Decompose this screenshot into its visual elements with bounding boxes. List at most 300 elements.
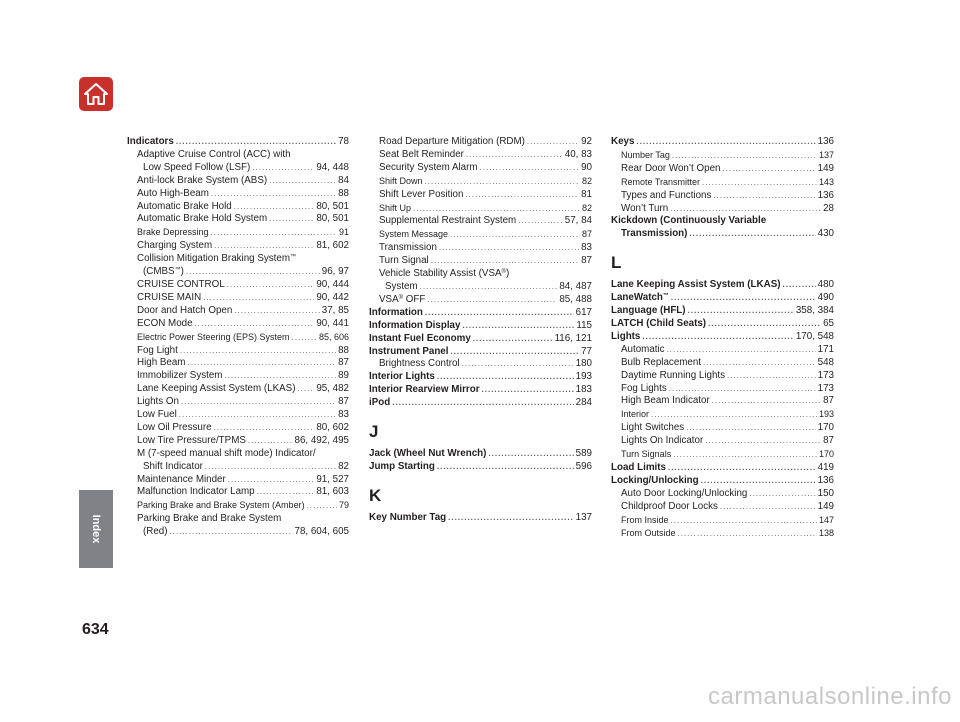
- page-reference-link[interactable]: 86, 492, 495: [294, 434, 349, 446]
- index-subentry[interactable]: [369, 175, 592, 189]
- page-reference-link[interactable]: 37, 85: [321, 304, 349, 316]
- index-subentry[interactable]: [127, 201, 349, 214]
- page-reference-link[interactable]: 89: [338, 370, 349, 382]
- dot-leader: [195, 318, 315, 331]
- entry-title: System: [385, 280, 418, 292]
- index-subentry[interactable]: [127, 345, 349, 358]
- index-subentry[interactable]: [611, 149, 834, 163]
- dot-leader: [224, 370, 336, 383]
- index-subentry[interactable]: [369, 228, 592, 242]
- index-heading-entry[interactable]: [611, 305, 834, 318]
- page-reference-link[interactable]: 87: [581, 255, 592, 267]
- index-entry-text: Collision Mitigation Braking System™: [137, 253, 296, 265]
- index-subentry[interactable]: [127, 266, 349, 279]
- index-subentry[interactable]: [127, 370, 349, 383]
- page-reference-link[interactable]: 138: [818, 528, 834, 539]
- page-reference-link[interactable]: 170: [817, 422, 834, 434]
- section-letter-k: K: [369, 485, 382, 505]
- page-reference-link[interactable]: 173: [817, 369, 834, 381]
- dot-leader: [211, 188, 336, 201]
- index-subentry[interactable]: [611, 357, 834, 370]
- entry-title: Indicators: [127, 136, 174, 147]
- page-reference-link[interactable]: 149: [817, 500, 834, 512]
- dot-leader: [234, 305, 319, 318]
- entry-title: Parking Brake and Brake System (Amber): [137, 500, 305, 511]
- entry-title: CRUISE CONTROL: [137, 278, 225, 290]
- dot-leader: [257, 486, 315, 499]
- index-heading-entry[interactable]: [369, 384, 592, 397]
- dot-leader: [783, 279, 816, 292]
- section-letter-j: J: [369, 422, 379, 442]
- page-reference-link[interactable]: 92: [581, 136, 592, 147]
- page-reference-link[interactable]: 90: [581, 161, 592, 173]
- dot-leader: [701, 475, 816, 488]
- entry-title: Lane Keeping Assist System (LKAS): [137, 383, 296, 395]
- entry-title: LaneWatch™: [611, 292, 669, 304]
- dot-leader: [703, 357, 816, 370]
- dot-leader: [686, 422, 815, 435]
- dot-leader: [427, 294, 557, 307]
- index-subentry[interactable]: [127, 279, 349, 292]
- dot-leader: [214, 422, 315, 435]
- index-subentry[interactable]: [611, 176, 834, 190]
- index-subentry[interactable]: [127, 526, 349, 539]
- index-subentry[interactable]: [369, 162, 592, 175]
- page-reference-link[interactable]: 87: [338, 357, 349, 369]
- index-subentry[interactable]: [127, 422, 349, 435]
- page-reference-link[interactable]: 430: [817, 228, 834, 240]
- index-subentry[interactable]: [127, 331, 349, 345]
- index-column-1: [127, 136, 349, 539]
- dot-leader: [713, 190, 815, 203]
- page-reference-link[interactable]: 193: [818, 409, 834, 420]
- entry-title: Instant Fuel Economy: [369, 332, 471, 344]
- page-reference-link[interactable]: 96, 97: [321, 266, 349, 278]
- page-reference-link[interactable]: 136: [817, 136, 834, 147]
- entry-title: High Beam: [137, 357, 186, 369]
- index-subentry[interactable]: [611, 383, 834, 396]
- entry-title: Anti-lock Brake System (ABS): [137, 174, 268, 186]
- dot-leader: [518, 215, 563, 228]
- entry-title: Low Fuel: [137, 409, 177, 421]
- page-reference-link[interactable]: 88: [338, 187, 349, 199]
- dot-leader: [420, 281, 558, 294]
- dot-leader: [670, 203, 821, 216]
- entry-title: Daytime Running Lights: [621, 369, 726, 381]
- index-subentry[interactable]: [369, 189, 592, 202]
- home-icon[interactable]: [79, 77, 113, 111]
- entry-title: Auto Door Locking/Unlocking: [621, 487, 748, 499]
- index-subentry[interactable]: [369, 294, 592, 307]
- entry-title: Shift Down: [379, 175, 423, 186]
- entry-title: Remote Transmitter: [621, 176, 701, 187]
- index-subentry[interactable]: [611, 344, 834, 357]
- dot-leader: [307, 500, 337, 513]
- index-heading-entry[interactable]: [369, 448, 592, 461]
- entry-title: Charging System: [137, 240, 213, 252]
- dot-leader: [466, 149, 563, 162]
- page-reference-link[interactable]: 170: [818, 449, 834, 460]
- page-number: 634: [82, 621, 109, 638]
- entry-title: ECON Mode: [137, 317, 193, 329]
- index-column-3: [611, 136, 834, 541]
- dot-leader: [705, 435, 821, 448]
- dot-leader: [425, 176, 580, 189]
- entry-title: Security System Alarm: [379, 161, 478, 173]
- entry-title: Jump Starting: [369, 460, 435, 472]
- dot-leader: [672, 150, 817, 163]
- index-subentry[interactable]: [127, 474, 349, 487]
- entry-title: Information: [369, 306, 423, 318]
- index-heading-entry[interactable]: [369, 397, 592, 410]
- index-heading-entry[interactable]: [611, 279, 834, 292]
- dot-leader: [636, 136, 815, 149]
- page-reference-link[interactable]: 87: [581, 229, 592, 240]
- page-reference-link[interactable]: 193: [575, 371, 592, 383]
- index-subentry[interactable]: [127, 461, 349, 474]
- index-subentry[interactable]: [611, 408, 834, 422]
- page-reference-link[interactable]: 82: [338, 460, 349, 472]
- page-reference-link[interactable]: 85, 606: [318, 331, 349, 342]
- dot-leader: [179, 409, 336, 422]
- entry-title: Low Speed Follow (LSF): [143, 161, 251, 173]
- watermark: carmanualsonline.info: [708, 683, 952, 710]
- page-reference-link[interactable]: 171: [817, 343, 834, 355]
- index-heading-entry[interactable]: [369, 307, 592, 320]
- page-reference-link[interactable]: 65: [823, 317, 834, 329]
- entry-title: Maintenance Minder: [137, 473, 226, 485]
- dot-leader: [642, 331, 793, 344]
- page-reference-link[interactable]: 79: [338, 500, 349, 511]
- index-subentry[interactable]: [127, 292, 349, 305]
- dot-leader: [708, 318, 821, 331]
- dot-leader: [248, 435, 293, 448]
- page-reference-link[interactable]: 137: [818, 149, 834, 160]
- index-heading-entry[interactable]: [611, 475, 834, 488]
- entry-title: Brake Depressing: [137, 227, 209, 238]
- entry-title: Language (HFL): [611, 305, 686, 317]
- page-reference-link[interactable]: 40, 83: [564, 148, 592, 160]
- page-reference-link[interactable]: 419: [817, 461, 834, 473]
- index-subentry[interactable]: [611, 514, 834, 528]
- entry-title: Road Departure Mitigation (RDM): [379, 136, 525, 147]
- index-subentry[interactable]: [611, 370, 834, 383]
- entry-title: Low Tire Pressure/TPMS: [137, 434, 246, 446]
- page-reference-link[interactable]: 183: [575, 384, 592, 396]
- page-reference-link[interactable]: 147: [818, 514, 834, 525]
- index-heading-entry[interactable]: [369, 512, 592, 525]
- index-subentry[interactable]: [369, 281, 592, 294]
- index-subentry[interactable]: [127, 175, 349, 188]
- page-reference-link[interactable]: 480: [817, 279, 834, 291]
- entry-title: Lights On Indicator: [621, 435, 704, 447]
- entry-title: iPod: [369, 397, 391, 409]
- entry-title: From Outside: [621, 528, 676, 539]
- page-reference-link[interactable]: 490: [817, 292, 834, 304]
- index-subentry[interactable]: [369, 149, 592, 162]
- section-letter-l: L: [611, 253, 622, 273]
- entry-title: Immobilizer System: [137, 370, 223, 382]
- index-subentry[interactable]: [127, 435, 349, 448]
- page-reference-link[interactable]: 82: [581, 175, 592, 186]
- entry-title: Auto High-Beam: [137, 187, 209, 199]
- entry-title: System Message: [379, 229, 449, 240]
- page-reference-link[interactable]: 81: [581, 188, 592, 200]
- dot-leader: [269, 213, 314, 226]
- dot-leader: [720, 501, 816, 514]
- page-reference-link[interactable]: 81, 602: [316, 240, 349, 252]
- page-reference-link[interactable]: 28: [823, 202, 834, 214]
- entry-title: Key Number Tag: [369, 511, 447, 523]
- entry-title: Electric Power Steering (EPS) System: [137, 331, 290, 342]
- dot-leader: [465, 189, 579, 202]
- dot-leader: [480, 162, 580, 175]
- page-reference-link[interactable]: 143: [818, 176, 834, 187]
- dot-leader: [671, 515, 817, 528]
- index-subentry[interactable]: [127, 318, 349, 331]
- entry-title: Interior Lights: [369, 371, 435, 383]
- index-subentry[interactable]: [611, 422, 834, 435]
- entry-title: Low Oil Pressure: [137, 421, 212, 433]
- dot-leader: [234, 201, 315, 214]
- index-subentry[interactable]: [369, 136, 592, 149]
- index-subentry[interactable]: [127, 396, 349, 409]
- index-subentry[interactable]: [611, 435, 834, 448]
- index-heading-entry[interactable]: [611, 318, 834, 331]
- entry-title: Number Tag: [621, 149, 670, 160]
- entry-title: Instrument Panel: [369, 345, 449, 357]
- index-heading-entry[interactable]: [127, 136, 349, 149]
- dot-leader: [678, 528, 817, 541]
- index-heading-entry[interactable]: [611, 462, 834, 475]
- page-reference-link[interactable]: 84, 487: [559, 280, 592, 292]
- page-reference-link[interactable]: 87: [338, 396, 349, 408]
- index-subentry[interactable]: [611, 163, 834, 176]
- dot-leader: [437, 461, 574, 474]
- index-heading-entry[interactable]: [369, 333, 592, 346]
- entry-title: Turn Signal: [379, 255, 429, 267]
- dot-leader: [482, 384, 574, 397]
- entry-title: Bulb Replacement: [621, 356, 702, 368]
- index-entry-text: Adaptive Cruise Control (ACC) with: [137, 148, 291, 160]
- index-heading-entry[interactable]: [369, 346, 592, 359]
- dot-leader: [425, 307, 574, 320]
- index-subentry[interactable]: [369, 202, 592, 216]
- entry-title: Lane Keeping Assist System (LKAS): [611, 279, 781, 291]
- index-heading-entry[interactable]: [611, 331, 834, 344]
- page-reference-link[interactable]: 87: [823, 395, 834, 407]
- page-reference-link[interactable]: 83: [338, 409, 349, 421]
- page-reference-link[interactable]: 173: [817, 382, 834, 394]
- dot-leader: [252, 162, 314, 175]
- page-reference-link[interactable]: 87: [823, 435, 834, 447]
- entry-title: Won’t Turn: [621, 202, 669, 214]
- index-subentry[interactable]: [127, 409, 349, 422]
- page-reference-link[interactable]: 84: [338, 174, 349, 186]
- page-reference-link[interactable]: 82: [581, 202, 592, 213]
- dot-leader: [187, 357, 336, 370]
- dot-leader: [749, 488, 815, 501]
- page-reference-link[interactable]: 95, 482: [316, 383, 349, 395]
- entry-title: Interior Rearview Mirror: [369, 384, 480, 396]
- index-subentry[interactable]: [611, 203, 834, 216]
- dot-leader: [170, 526, 293, 539]
- index-subentry[interactable]: [611, 488, 834, 501]
- dot-leader: [462, 358, 574, 371]
- dot-leader: [227, 279, 315, 292]
- dot-leader: [186, 266, 320, 279]
- page-reference-link[interactable]: 94, 448: [316, 161, 349, 173]
- page-reference-link[interactable]: 136: [817, 189, 834, 201]
- page-reference-link[interactable]: 90, 441: [316, 317, 349, 329]
- page-reference-link[interactable]: 180: [575, 358, 592, 370]
- dot-leader: [439, 242, 579, 255]
- page-reference-link[interactable]: 80, 501: [316, 200, 349, 212]
- entry-title: Supplemental Restraint System: [379, 215, 517, 227]
- index-subentry[interactable]: [127, 226, 349, 240]
- entry-title: Information Display: [369, 319, 461, 331]
- dot-leader: [203, 292, 314, 305]
- page-reference-link[interactable]: 116, 121: [554, 332, 592, 344]
- dot-leader: [689, 228, 815, 241]
- page-reference-link[interactable]: 78, 604, 605: [294, 526, 349, 538]
- index-subentry[interactable]: [369, 242, 592, 255]
- entry-title: Automatic Brake Hold System: [137, 213, 268, 225]
- entry-title: Keys: [611, 136, 635, 147]
- dot-leader: [269, 175, 336, 188]
- dot-leader: [205, 461, 336, 474]
- page-reference-link[interactable]: 150: [817, 487, 834, 499]
- dot-leader: [727, 370, 816, 383]
- index-heading-entry[interactable]: [611, 136, 834, 149]
- dot-leader: [688, 305, 794, 318]
- dot-leader: [722, 163, 815, 176]
- page-reference-link[interactable]: 83: [581, 242, 592, 254]
- index-subentry[interactable]: [127, 499, 349, 513]
- index-subentry[interactable]: [611, 448, 834, 462]
- entry-title: Shift Lever Position: [379, 188, 464, 200]
- dot-leader: [668, 462, 816, 475]
- index-entry-text: M (7-speed manual shift mode) Indicator/: [137, 447, 316, 459]
- page-reference-link[interactable]: 77: [581, 345, 592, 357]
- index-side-tab[interactable]: [79, 490, 113, 568]
- index-subentry[interactable]: [127, 383, 349, 396]
- index-subentry[interactable]: [127, 188, 349, 201]
- page-reference-link[interactable]: 137: [575, 511, 592, 523]
- index-subentry[interactable]: [127, 162, 349, 175]
- page-reference-link[interactable]: 91, 527: [316, 473, 349, 485]
- index-subentry[interactable]: [127, 305, 349, 318]
- dot-leader: [431, 255, 579, 268]
- side-tab-label: Index: [90, 514, 102, 544]
- entry-title: From Inside: [621, 514, 669, 525]
- entry-title: Lights: [611, 330, 641, 342]
- entry-title: Automatic Brake Hold: [137, 200, 232, 212]
- page-reference-link[interactable]: 284: [575, 397, 592, 409]
- index-heading-entry[interactable]: [369, 371, 592, 384]
- entry-title: Jack (Wheel Nut Wrench): [369, 448, 487, 460]
- index-heading-entry[interactable]: [611, 292, 834, 305]
- dot-leader: [392, 397, 573, 410]
- entry-title: CRUISE MAIN: [137, 291, 202, 303]
- index-subentry[interactable]: [611, 527, 834, 541]
- index-subentry[interactable]: [127, 240, 349, 253]
- page-reference-link[interactable]: 91: [338, 227, 349, 238]
- page-reference-link[interactable]: 78: [338, 136, 349, 147]
- page-reference-link[interactable]: 548: [817, 356, 834, 368]
- index-heading-entry[interactable]: [369, 320, 592, 333]
- page-reference-link[interactable]: 358, 384: [795, 305, 834, 317]
- index-subentry[interactable]: [611, 395, 834, 408]
- index-subentry[interactable]: [127, 486, 349, 499]
- entry-title: Light Switches: [621, 422, 685, 434]
- index-subentry[interactable]: [127, 213, 349, 226]
- page-reference-link[interactable]: 85, 488: [559, 293, 592, 305]
- dot-leader: [228, 474, 315, 487]
- dot-leader: [702, 177, 817, 190]
- page-reference-link[interactable]: 88: [338, 344, 349, 356]
- dot-leader: [669, 383, 816, 396]
- page-reference-link[interactable]: 90, 442: [316, 291, 349, 303]
- dot-leader: [488, 448, 573, 461]
- index-subentry[interactable]: [611, 501, 834, 514]
- page-reference-link[interactable]: 170, 548: [795, 330, 834, 342]
- index-entry-text: Vehicle Stability Assist (VSA®): [379, 268, 510, 280]
- entry-title: Door and Hatch Open: [137, 304, 233, 316]
- dot-leader: [673, 449, 817, 462]
- dot-leader: [181, 396, 336, 409]
- page-reference-link[interactable]: 149: [817, 162, 834, 174]
- entry-title: High Beam Indicator: [621, 395, 710, 407]
- page-reference-link[interactable]: 81, 603: [316, 486, 349, 498]
- page-reference-link[interactable]: 589: [575, 448, 592, 460]
- dot-leader: [712, 395, 821, 408]
- entry-title: Brightness Control: [379, 358, 460, 370]
- page-reference-link[interactable]: 80, 501: [316, 213, 349, 225]
- index-subentry[interactable]: [369, 215, 592, 228]
- entry-title: Malfunction Indicator Lamp: [137, 486, 255, 498]
- page-reference-link[interactable]: 57, 84: [564, 215, 592, 227]
- dot-leader: [450, 346, 579, 359]
- entry-title: Load Limits: [611, 461, 666, 473]
- entry-title: Fog Lights: [621, 382, 667, 394]
- dot-leader: [180, 345, 336, 358]
- index-subentry[interactable]: [611, 228, 834, 241]
- house-icon: [83, 82, 109, 106]
- dot-leader: [671, 292, 816, 305]
- entry-title: Lights On: [137, 396, 179, 408]
- dot-leader: [176, 136, 336, 149]
- page-reference-link[interactable]: 617: [575, 306, 592, 318]
- entry-title: Shift Up: [379, 202, 412, 213]
- dot-leader: [448, 512, 574, 525]
- entry-title: Seat Belt Reminder: [379, 148, 464, 160]
- index-heading-entry[interactable]: [369, 461, 592, 474]
- index-subentry[interactable]: [611, 190, 834, 203]
- page-reference-link[interactable]: 136: [817, 474, 834, 486]
- dot-leader: [437, 371, 574, 384]
- index-subentry[interactable]: [369, 255, 592, 268]
- entry-title: (CMBS™): [143, 266, 184, 278]
- page-reference-link[interactable]: 90, 444: [316, 278, 349, 290]
- page-reference-link[interactable]: 115: [576, 319, 592, 331]
- page-reference-link[interactable]: 80, 602: [316, 421, 349, 433]
- dot-leader: [462, 320, 574, 333]
- index-subentry[interactable]: [369, 358, 592, 371]
- page-reference-link[interactable]: 596: [575, 460, 592, 472]
- index-subentry[interactable]: [127, 357, 349, 370]
- dot-leader: [651, 409, 817, 422]
